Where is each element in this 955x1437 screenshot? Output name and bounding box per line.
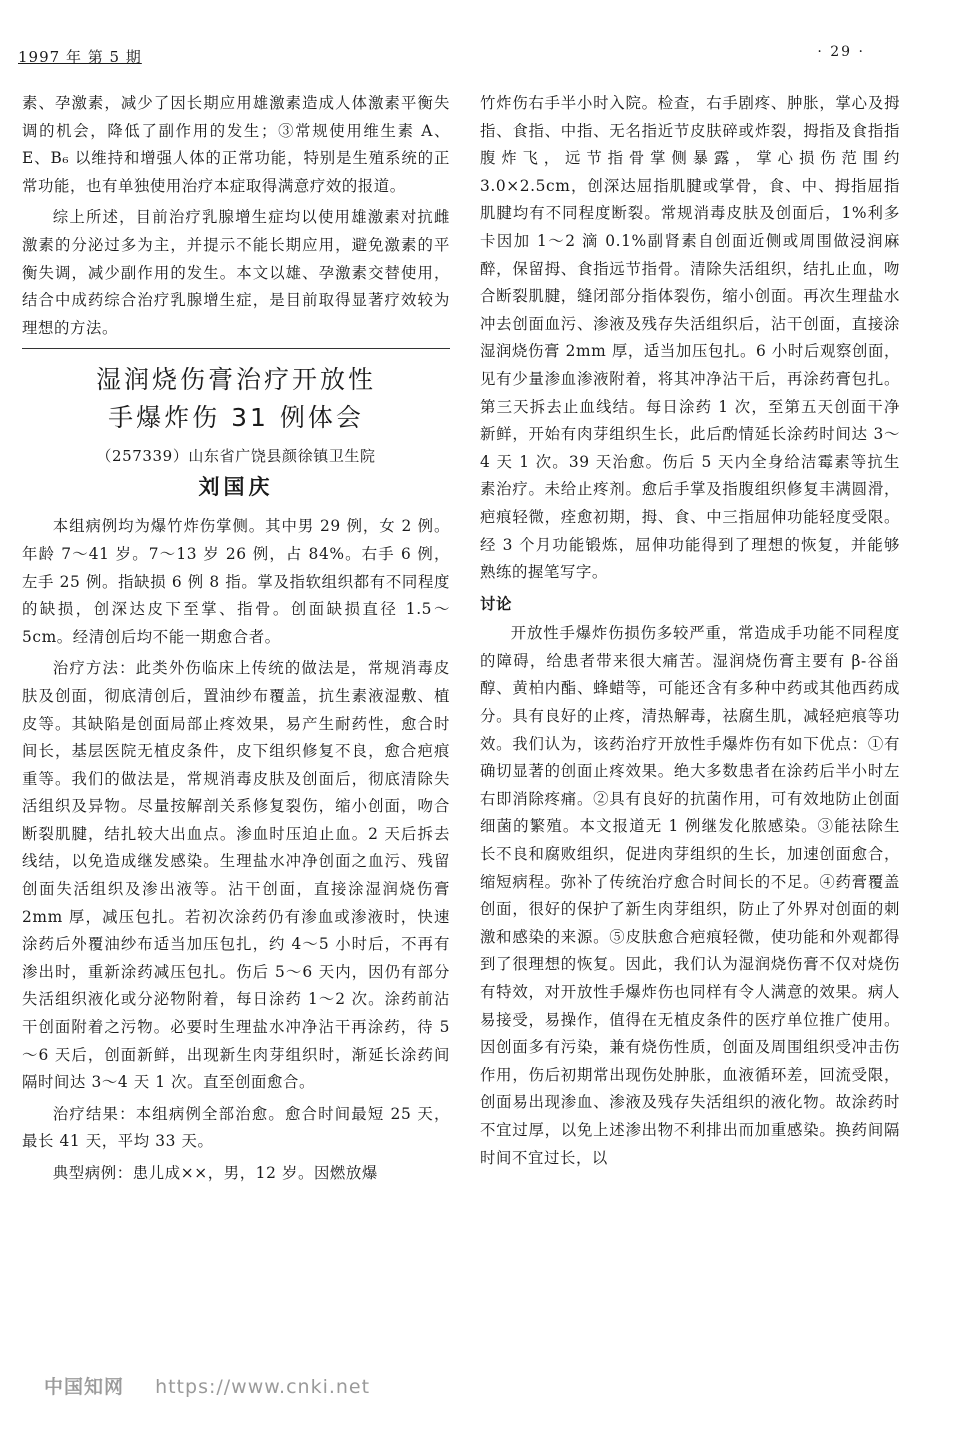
journal-issue-header: [18, 46, 142, 67]
article-title-line-2: 手爆炸伤 31 例体会: [108, 403, 364, 433]
body-paragraph-cases: 本组病例均为爆竹炸伤掌侧。其中男 29 例，女 2 例。年龄 7～41 岁。7～13 岁 26 例，占 84%。右手 6 例，左手 25 例。指缺损 6 例 8 指。掌及指软组织都有不同程度的缺损，创深达皮下至掌、指骨。创面缺损直径 1.5～5cm。经清创后均不能一期愈合者。: [22, 517, 450, 646]
watermark-brand: 中国知网: [44, 1376, 125, 1398]
page-number: · 29 ·: [817, 44, 865, 60]
body-paragraph-methods: 治疗方法：此类外伤临床上传统的做法是，常规消毒皮肤及创面，彻底清创后，置油纱布覆盖，抗生素液湿敷、植皮等。其缺陷是创面局部止疼效果，易产生耐药性，愈合时间长，基层医院无植皮条件，皮下组织修复不良，愈合疤痕重等。我们的做法是，常规消毒皮肤及创面后，彻底清除失活组织及异物。尽量按解剖关系修复裂伤，缩小创面，吻合断裂肌腱，结扎较大出血点。渗血时压迫止血。2 天后拆去线结，以免造成继发感染。生理盐水冲净创面之血污、残留创面失活组织及渗出液等。沾干创面，直接涂湿润烧伤膏 2mm 厚，减压包扎。若初次涂药仍有渗血或渗液时，快速涂药后外覆油纱布适当加压包扎，约 4～5 小时后，不再有渗出时，重新涂药减压包扎。伤后 5～6 天内，因仍有部分失活组织液化或分泌物附着，每日涂药 1～2 次。涂药前沾干创面附着之污物。必要时生理盐水冲净沾干再涂药，待 5～6 天后，创面新鲜，出现新生肉芽组织时，渐延长涂药间隔时间达 3～4 天 1 次。直至创面愈合。: [22, 659, 450, 1092]
left-column: [22, 90, 450, 1192]
discussion-paragraph: 开放性手爆炸伤损伤多较严重，常造成手功能不同程度的障碍，给患者带来很大痛苦。湿润烧伤膏主要有 β-谷甾醇、黄柏内酯、蜂蜡等，可能还含有多种中药或其他西药成分。具有良好的止疼，清热解毒，祛腐生肌，减轻疤痕等功效。我们认为，该药治疗开放性手爆炸伤有如下优点：①有确切显著的创面止疼效果。绝大多数患者在涂药后半小时左右即消除疼痛。②具有良好的抗菌作用，可有效地防止创面细菌的繁殖。本文报道无 1 例继发化脓感染。③能祛除生长不良和腐败组织，促进肉芽组织的生长，加速创面愈合，缩短病程。弥补了传统治疗愈合时间长的不足。④药膏覆盖创面，很好的保护了新生肉芽组织，防止了外界对创面的刺激和感染的来源。⑤皮肤愈合疤痕轻微，使功能和外观都得到了很理想的恢复。因此，我们认为湿润烧伤膏不仅对烧伤有特效，对开放性手爆炸伤也同样有令人满意的效果。病人易接受，易操作，值得在无植皮条件的医疗单位推广使用。因创面多有污染，兼有烧伤性质，创面及周围组织受冲击伤作用，伤后初期常出现伤处肿胀，血液循环差，回流受限，创面易出现渗血、渗液及残存失活组织的液化物。故涂药时不宜过厚，以免上述渗出物不利排出而加重感染。换药间隔时间不宜过长，以: [480, 624, 900, 1167]
section-divider: [22, 348, 450, 349]
case-continuation-paragraph: 竹炸伤右手半小时入院。检查，右手剧疼、肿胀，掌心及拇指、食指、中指、无名指近节皮肤碎或炸裂，拇指及食指指腹炸飞，远节指骨掌侧暴露，掌心损伤范围约 3.0×2.5cm，创深达屈指肌腱或掌骨，食、中、拇指屈指肌腱均有不同程度断裂。常规消毒皮肤及创面后，1%利多卡因加 1～2 滴 0.1%副肾素自创面近侧或周围做浸润麻醉，保留拇、食指远节指骨。清除失活组织，结扎止血，吻合断裂肌腱，缝闭部分指体裂伤，缩小创面。再次生理盐水冲去创面血污、渗液及残存失活组织后，沾干创面，直接涂湿润烧伤膏 2mm 厚，适当加压包扎。6 小时后观察创面，见有少量渗血渗液附着，将其冲净沾干后，再涂药膏包扎。第三天拆去止血线结。每日涂药 1 次，至第五天创面干净新鲜，开始有肉芽组织生长，此后酌情延长涂药时间达 3～4 天 1 次。39 天治愈。伤后 5 天内全身给洁霉素等抗生素治疗。未给止疼剂。愈后手掌及指腹组织修复丰满圆滑，疤痕轻微，痊愈初期，拇、食、中三指屈伸功能轻度受限。经 3 个月功能锻炼，屈伸功能得到了理想的恢复，并能够熟练的握笔写字。: [480, 94, 900, 582]
article-title: [22, 361, 450, 437]
intro-paragraph-2: 综上所述，目前治疗乳腺增生症均以使用雄激素对抗雌激素的分泌过多为主，并提示不能长期应用，避免激素的平衡失调，减少副作用的发生。本文以雄、孕激素交替使用，结合中成药综合治疗乳腺增生症，是目前取得显著疗效较为理想的方法。: [22, 208, 450, 337]
intro-paragraph-1: 素、孕激素，减少了因长期应用雄激素造成人体激素平衡失调的机会，降低了副作用的发生；③常规使用维生素 A、E、B₆ 以维持和增强人体的正常功能，特别是生殖系统的正常功能，也有单独使用治疗本症取得满意疗效的报道。: [22, 94, 450, 195]
discussion-heading: 讨论: [480, 594, 512, 613]
article-title-line-1: 湿润烧伤膏治疗开放性: [95, 365, 376, 395]
body-paragraph-results: 治疗结果：本组病例全部治愈。愈合时间最短 25 天，最长 41 天，平均 33 天。: [22, 1104, 450, 1151]
right-column: [480, 90, 900, 1176]
cnki-watermark: [44, 1372, 370, 1399]
author-name: 刘国庆: [198, 474, 274, 500]
author-affiliation: （257339）山东省广饶县颜徐镇卫生院: [96, 447, 376, 466]
watermark-url: https://www.cnki.net: [155, 1376, 371, 1398]
journal-issue-text: 1997 年 第 5 期: [18, 48, 142, 66]
body-paragraph-typical-case: 典型病例：患儿成××，男，12 岁。因燃放爆: [52, 1164, 378, 1182]
